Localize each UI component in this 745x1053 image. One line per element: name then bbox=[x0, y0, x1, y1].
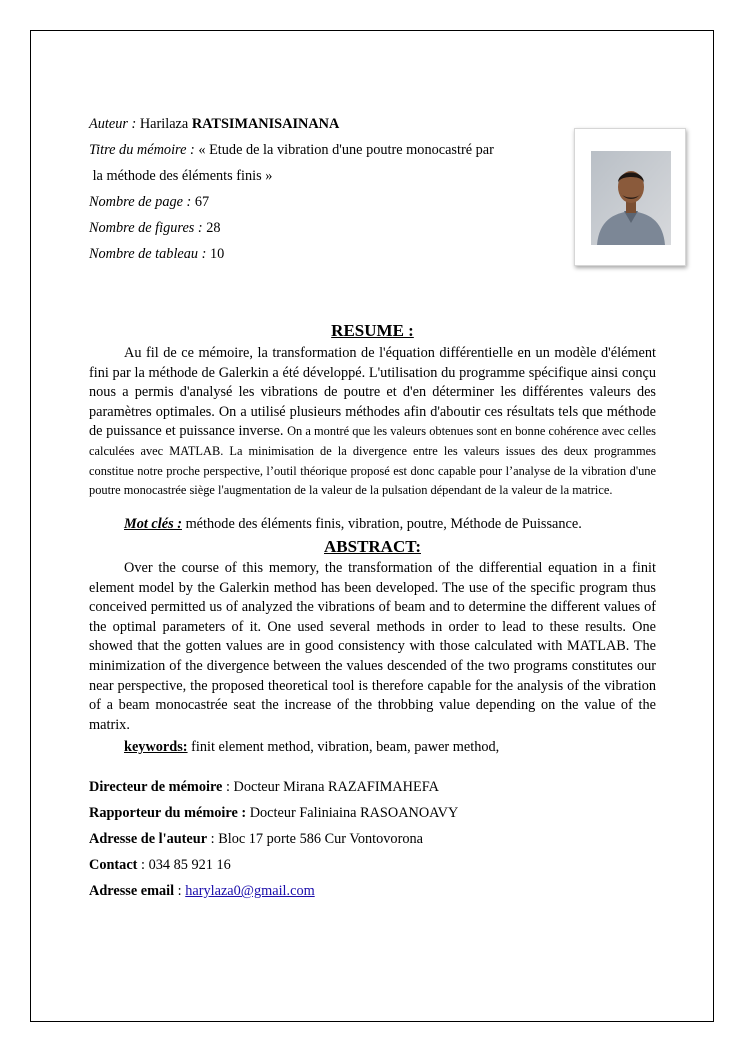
figures-value: 28 bbox=[206, 220, 221, 236]
title-line-1 bbox=[89, 140, 549, 166]
director-separator: : bbox=[222, 779, 234, 795]
title-line-2 bbox=[89, 166, 549, 192]
email-line bbox=[89, 881, 669, 907]
memoir-metadata bbox=[89, 114, 549, 270]
author-last-name: RATSIMANISAINANA bbox=[191, 116, 340, 132]
pages-line bbox=[89, 192, 549, 218]
contact-line bbox=[89, 855, 669, 881]
address-value: Bloc 17 porte 586 Cur Vontovorona bbox=[218, 831, 423, 847]
director-label: Directeur de mémoire bbox=[89, 779, 223, 795]
resume-title: RESUME : bbox=[331, 321, 414, 340]
resume-text-small: On a montré que les valeurs obtenues sont en bonne cohérence avec celles calculées avec MATLAB. La minimisation de la divergence entre les valeurs issues des deux programmes constitue notre proche perspective, l’outil théorique proposé est donc capable pour l’analyse de la vibration d'une poutre monocastrée siège l'augmentation de la valeur de la pulsation dépendant de la valeur de la matrice. bbox=[89, 424, 656, 498]
abstract-paragraph: Over the course of this memory, the transformation of the differential equation in a finit element model by the Galerkin method has been developed. The use of the specific program thus conceived permitted us of analyzed the vibrations of beam and to determine the different values of the optimal parameters of it. One used several methods in order to lead to these results. One showed that the gotten values are in good consistency with those calculated with MATLAB. The minimization of the divergence between the values descended of the two programs constitutes our near perspective, the proposed theoretical tool is therefore capable for the analysis of the vibration of a beam monocastrée seat the increase of the throbbing value depending on the value of the matrix. bbox=[89, 560, 656, 733]
author-photo bbox=[591, 151, 671, 245]
abstract-title: ABSTRACT: bbox=[324, 537, 421, 556]
director-value: Docteur Mirana RAZAFIMAHEFA bbox=[233, 779, 439, 795]
title-label: Titre du mémoire : bbox=[89, 142, 195, 158]
resume-keywords-label: Mot clés : bbox=[124, 516, 182, 532]
title-text-2: la méthode des éléments finis » bbox=[92, 168, 273, 184]
resume-text-main: Au fil de ce mémoire, la transformation de l'équation différentielle en un modèle d'élément fini par la méthode de Galerkin a été développé. L'utilisation du programme spécifique ainsi conçu nous a permis d'analysé les vibrations de poutre et d'en déterminer les différentes valeurs des paramètres optimales. On a utilisé plusieurs méthodes afin d'aboutir ces résultats tels que méthode de puissance et puissance inverse. bbox=[89, 345, 656, 440]
author-first-name: Harilaza bbox=[139, 116, 189, 132]
abstract-keywords-line bbox=[124, 739, 664, 756]
abstract-keywords-label: keywords: bbox=[124, 739, 188, 755]
resume-keywords: méthode des éléments finis, vibration, poutre, Méthode de Puissance. bbox=[185, 516, 582, 532]
email-label: Adresse email bbox=[89, 883, 175, 899]
address-line bbox=[89, 829, 669, 855]
figures-line bbox=[89, 218, 549, 244]
email-link[interactable]: harylaza0@gmail.com bbox=[185, 883, 315, 899]
tables-label: Nombre de tableau : bbox=[89, 246, 207, 262]
address-label: Adresse de l'auteur bbox=[89, 831, 208, 847]
contact-value: 034 85 921 16 bbox=[148, 857, 231, 873]
contact-separator: : bbox=[137, 857, 149, 873]
tables-line bbox=[89, 244, 549, 270]
author-photo-frame bbox=[574, 128, 686, 266]
contact-label: Contact bbox=[89, 857, 138, 873]
pages-label: Nombre de page : bbox=[89, 194, 192, 210]
resume-paragraph bbox=[89, 344, 656, 501]
author-label: Auteur : bbox=[89, 116, 137, 132]
memoir-contacts bbox=[89, 777, 669, 907]
abstract-keywords: finit element method, vibration, beam, pawer method, bbox=[191, 739, 500, 755]
rapporteur-label: Rapporteur du mémoire : bbox=[89, 805, 247, 821]
rapporteur-line bbox=[89, 803, 669, 829]
address-separator: : bbox=[207, 831, 219, 847]
tables-value: 10 bbox=[209, 246, 225, 262]
pages-value: 67 bbox=[194, 194, 210, 210]
email-separator: : bbox=[174, 883, 186, 899]
director-line bbox=[89, 777, 669, 803]
resume-keywords-line bbox=[124, 516, 664, 533]
rapporteur-value: Docteur Faliniaina RASOANOAVY bbox=[249, 805, 459, 821]
author-line bbox=[89, 114, 549, 140]
author-portrait-image bbox=[591, 151, 671, 245]
title-text-1: « Etude de la vibration d'une poutre monocastré par bbox=[198, 142, 494, 158]
figures-label: Nombre de figures : bbox=[89, 220, 203, 236]
